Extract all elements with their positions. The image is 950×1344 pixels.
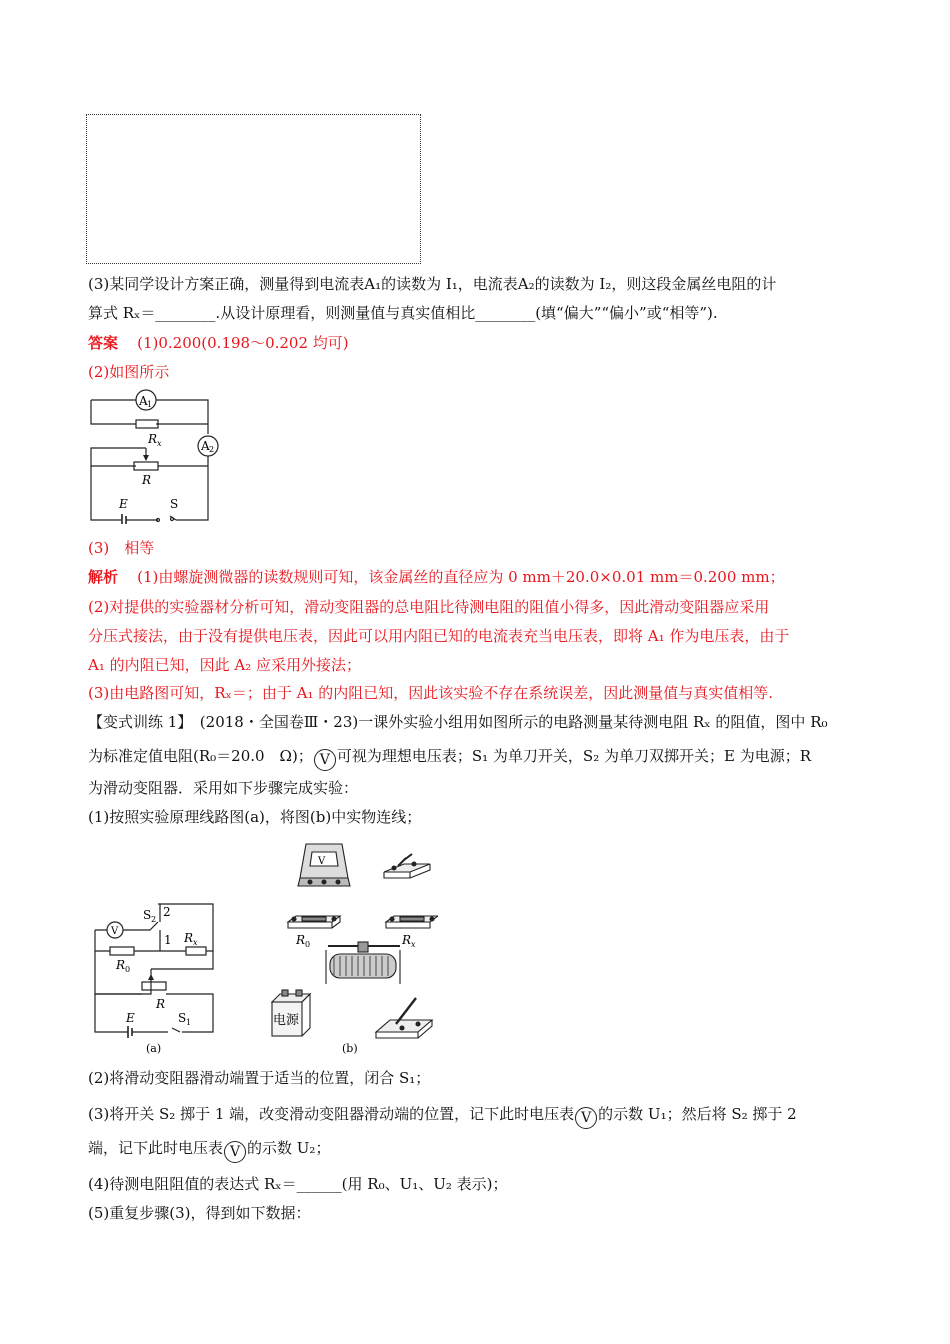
circuit1-a1-label: A: [139, 394, 148, 408]
rheostat-device: [326, 942, 400, 984]
svg-text:V: V: [318, 856, 326, 867]
svg-text:2: 2: [163, 905, 171, 919]
apparatus-figure-b: [268, 838, 438, 1054]
circuit1-a2-label: A: [201, 439, 210, 453]
circuit1-rx-label: R: [148, 432, 158, 446]
svg-text:0: 0: [125, 965, 131, 974]
variant-line-2: 为标准定值电阻(R₀＝20.0 Ω)； V 可视为理想电压表；S₁ 为单刀开关，S₂ 为单刀双掷开关；E 为电源；R: [88, 746, 811, 771]
circuit-a-s1-label: S: [178, 1011, 187, 1025]
variant-line-3: 为滑动变阻器．采用如下步骤完成实验：: [88, 779, 359, 797]
circuit1-r-label: R: [142, 473, 152, 487]
circuit-diagram-a: [88, 894, 220, 1056]
analysis-line-4: A₁ 的内阻已知，因此 A₂ 应采用外接法；: [88, 656, 361, 674]
svg-text:2: 2: [209, 445, 215, 454]
resistor-rx-device: [386, 916, 438, 928]
q3-line-1: (3)某同学设计方案正确，测量得到电流表A₁的读数为 I₁，电流表A₂的读数为 I₂，则这段金属丝电阻的计: [88, 275, 777, 293]
voltmeter-icon: V: [224, 1141, 246, 1163]
resistor-r0-device: [288, 916, 340, 928]
caption-a: (a): [146, 1042, 162, 1055]
step-3-line-2: 端，记下此时电压表 V 的示数 U₂；: [88, 1138, 330, 1163]
step-5: (5)重复步骤(3)，得到如下数据：: [88, 1204, 311, 1222]
analysis-line-3: 分压式接法，由于没有提供电压表，因此可以用内阻已知的电流表充当电压表，即将 A₁ 作为电压表，由于: [88, 627, 790, 645]
circuit-a-r-label: R: [156, 997, 166, 1011]
variant-line-1: 【变式训练 1】 (2018・全国卷Ⅲ・23)一课外实验小组用如图所示的电路测量某待测电阻 Rₓ 的阻值，图中 R₀: [88, 713, 828, 731]
answer-1: (1)0.200(0.198～0.202 均可): [137, 334, 349, 352]
svg-text:2: 2: [151, 915, 157, 924]
double-throw-switch: [384, 854, 430, 878]
analysis-line-1: 解析 (1)由螺旋测微器的读数规则可知，该金属丝的直径应为 0 mm＋20.0×0.01 mm＝0.200 mm；: [88, 568, 785, 586]
voltmeter-icon: V: [314, 749, 336, 771]
answer-3: (3) 相等: [88, 539, 155, 557]
circuit1-e-label: E: [119, 497, 128, 511]
step-3-line-1: (3)将开关 S₂ 掷于 1 端，改变滑动变阻器滑动端的位置，记下此时电压表 V 的示数 U₁；然后将 S₂ 掷于 2: [88, 1104, 797, 1129]
svg-text:0: 0: [305, 940, 311, 949]
circuit-a-r0-label: R: [116, 958, 126, 972]
svg-text:x: x: [157, 439, 162, 448]
svg-text:x: x: [411, 940, 416, 949]
svg-text:V: V: [111, 926, 119, 937]
analysis-line-5: (3)由电路图可知，Rₓ＝；由于 A₁ 的内阻已知，因此该实验不存在系统误差，因此测量值与真实值相等.: [88, 684, 774, 702]
q3-line-2: 算式 Rₓ＝________.从设计原理看，则测量值与真实值相比________(填“偏大”“偏小”或“相等”).: [88, 304, 718, 322]
circuit-a-rx-label: R: [184, 931, 194, 945]
circuit1-s-label: S: [170, 497, 179, 511]
answer-drawing-box: [86, 114, 421, 264]
circuit-a-s2-label: S: [143, 908, 152, 922]
svg-text:1: 1: [186, 1018, 192, 1027]
answer-label: 答案: [88, 334, 119, 352]
battery-label: 电源: [273, 1013, 300, 1028]
caption-b: (b): [342, 1042, 358, 1054]
variant-line-4: (1)按照实验原理线路图(a)，将图(b)中实物连线；: [88, 808, 422, 826]
single-throw-switch: [376, 998, 432, 1038]
voltmeter-icon: V: [575, 1107, 597, 1129]
figure-b-r0-label: R: [296, 933, 306, 947]
step-4: (4)待测电阻阻值的表达式 Rₓ＝______(用 R₀、U₁、U₂ 表示)；: [88, 1175, 508, 1193]
svg-text:x: x: [193, 938, 198, 947]
answer-circuit-diagram: [86, 388, 221, 524]
analysis-label: 解析: [88, 568, 119, 586]
answer-2: (2)如图所示: [88, 363, 170, 381]
answer-line-1: [88, 333, 349, 353]
figure-b-rx-label: R: [402, 933, 412, 947]
circuit-a-e-label: E: [126, 1011, 135, 1025]
svg-text:1: 1: [164, 933, 172, 947]
step-2: (2)将滑动变阻器滑动端置于适当的位置，闭合 S₁；: [88, 1069, 431, 1087]
analysis-line-2: (2)对提供的实验器材分析可知，滑动变阻器的总电阻比待测电阻的阻值小得多，因此滑动变阻器应采用: [88, 598, 770, 616]
svg-text:1: 1: [147, 400, 153, 409]
